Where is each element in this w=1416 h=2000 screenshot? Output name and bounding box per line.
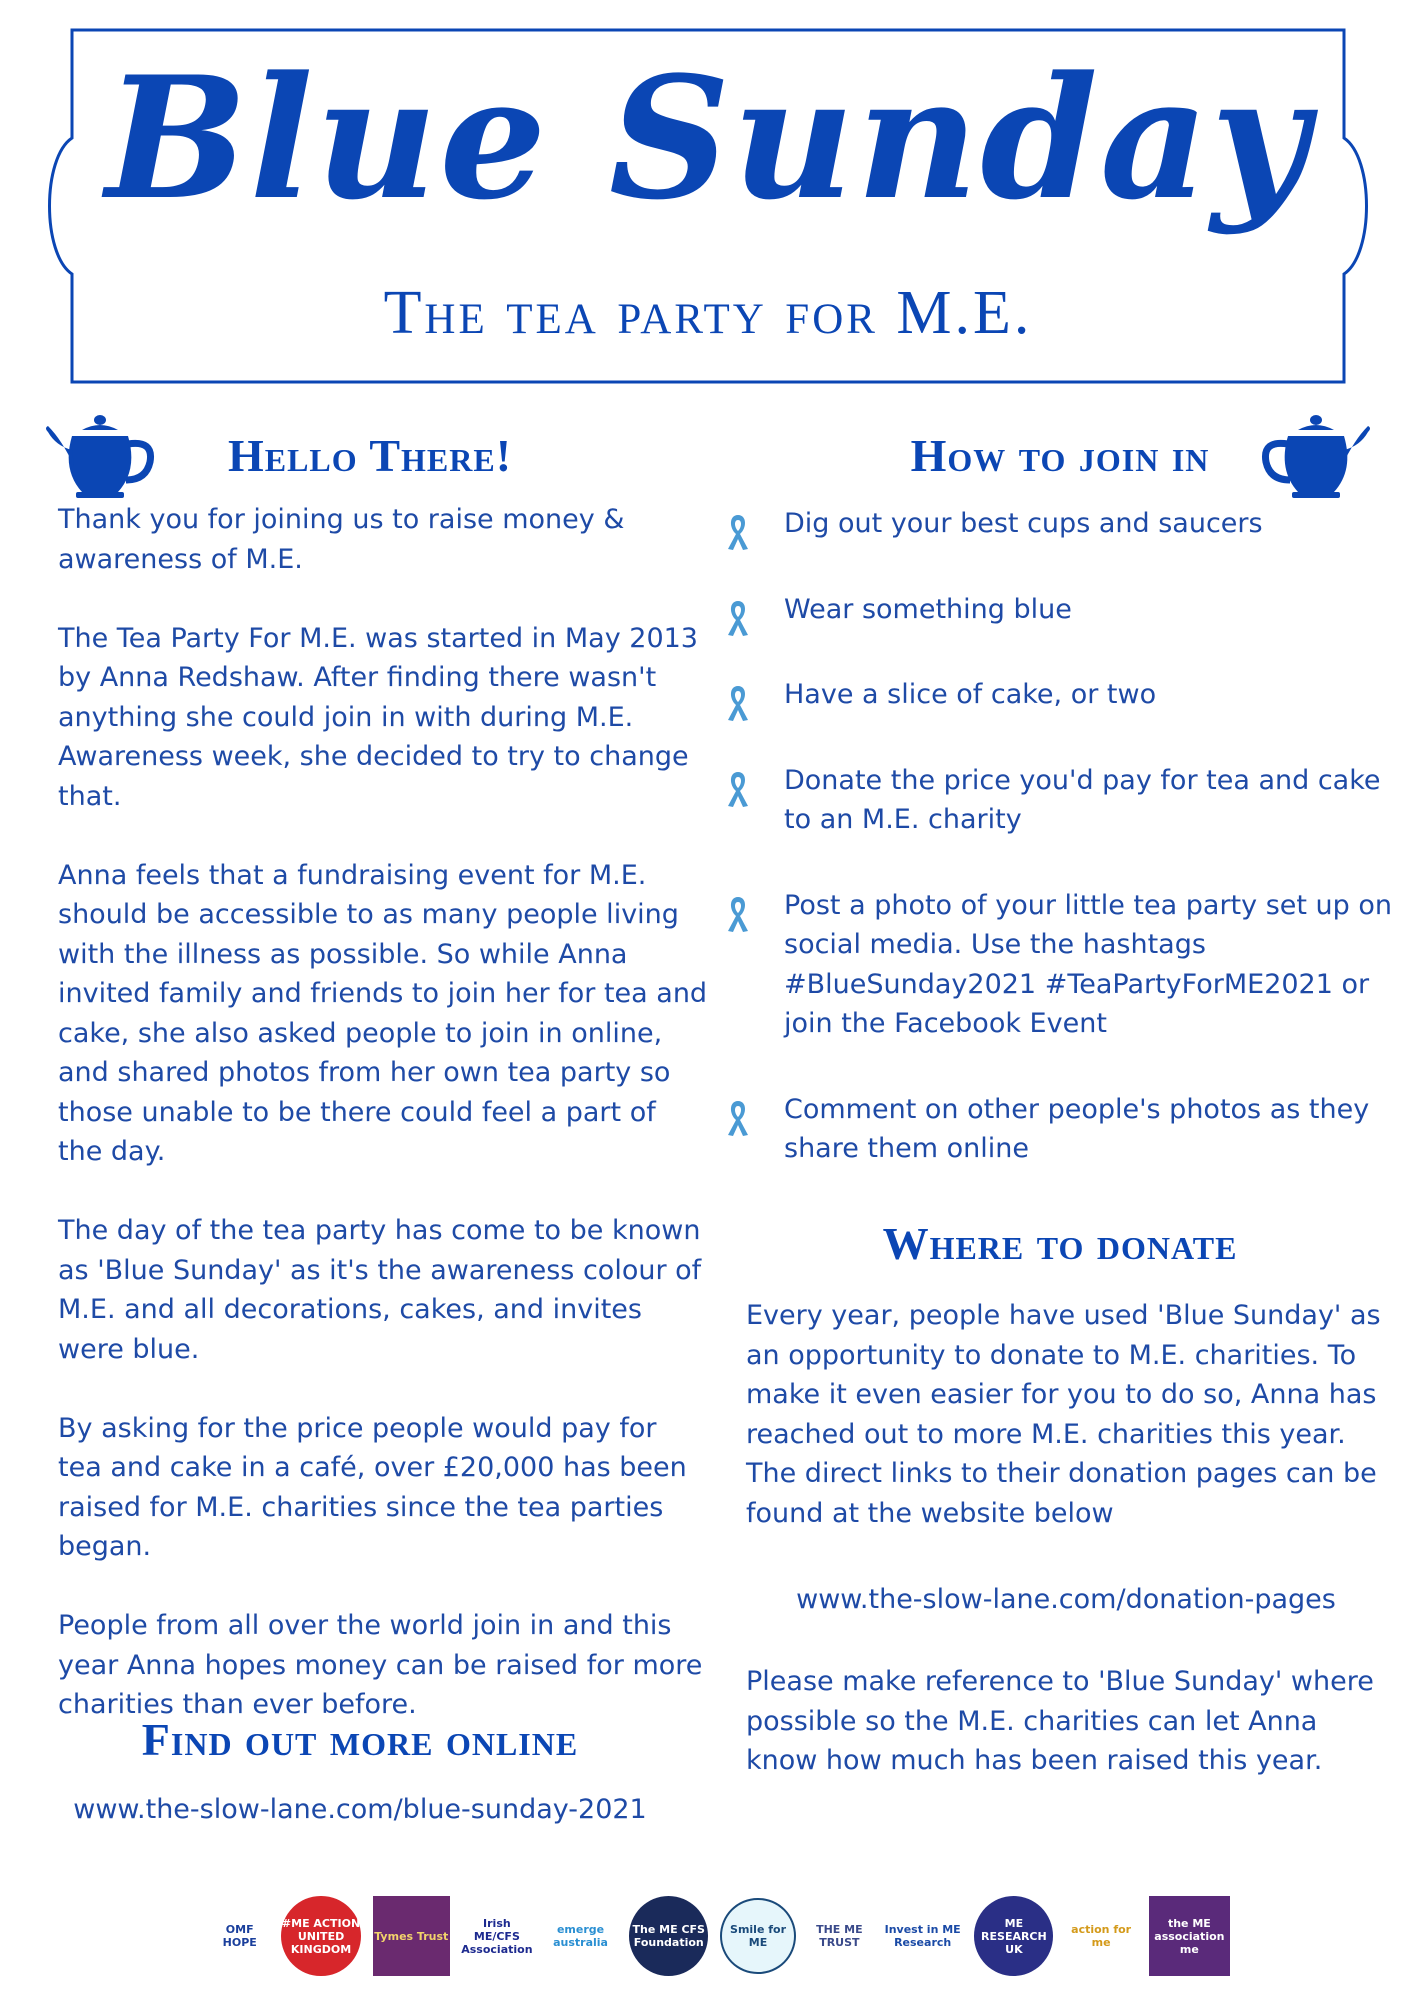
teapot-icon — [42, 410, 158, 500]
awareness-ribbon-icon — [724, 683, 752, 723]
awareness-ribbon-icon — [724, 598, 752, 638]
donate-text — [746, 1296, 1386, 1573]
find-out-more-heading: Find out more online — [141, 1714, 579, 1765]
hello-heading: Hello There! — [227, 430, 513, 481]
awareness-ribbon-icon — [724, 769, 752, 809]
paragraph: By asking for the price people would pay for tea and cake in a café, over £20,000 has been raised for M.E. charities since the tea parties began. — [58, 1412, 687, 1562]
logo-tymes-trust: Tymes Trust — [373, 1896, 450, 1976]
reference-text — [746, 1662, 1396, 1820]
where-to-donate-heading: Where to donate — [882, 1218, 1238, 1269]
logo-me-association: the ME association me — [1149, 1896, 1230, 1976]
step-text: Wear something blue — [784, 593, 1072, 625]
awareness-ribbon-icon — [724, 512, 752, 552]
join-steps-list — [724, 504, 1394, 1215]
logo-emerge: emerge australia — [553, 1923, 608, 1949]
step-text: Comment on other people's photos as they share them online — [784, 1093, 1370, 1164]
list-item — [724, 886, 1394, 1044]
logo-me-trust: THE ME TRUST — [816, 1923, 863, 1949]
logo-action-for-me: action for me — [1071, 1923, 1132, 1949]
page-title: Blue Sunday — [105, 39, 1311, 237]
paragraph: Thank you for joining us to raise money & awareness of M.E. — [58, 504, 625, 575]
step-text: Dig out your best cups and saucers — [784, 508, 1263, 539]
logo-omf: OMF HOPE — [222, 1923, 257, 1949]
paragraph: The Tea Party For M.E. was started in May 2013 by Anna Redshaw. After finding there wasn't anything she could join in with during M.E. Awareness week, she decided to try to change that. — [58, 622, 698, 812]
list-item — [724, 761, 1394, 840]
paragraph: Every year, people have used 'Blue Sunday' as an opportunity to donate to M.E. charities. To make it even easier for you to do so, Anna has reached out to more M.E. charities this year. The direct links to their donation pages can be found at the website below — [746, 1300, 1381, 1529]
donation-pages-link[interactable]: www.the-slow-lane.com/donation-pages — [796, 1584, 1336, 1615]
list-item — [724, 675, 1394, 715]
how-to-join-heading: How to join in — [910, 430, 1210, 481]
logo-me-cfs-foundation: The ME CFS Foundation — [629, 1896, 708, 1976]
list-item — [724, 504, 1394, 544]
logo-me-action: #ME ACTION UNITED KINGDOM — [281, 1896, 360, 1976]
page-subtitle: The tea party for M.E. — [383, 279, 1033, 347]
list-item — [724, 1090, 1394, 1169]
paragraph: People from all over the world join in and this year Anna hopes money can be raised for more charities than ever before. — [58, 1610, 703, 1720]
awareness-ribbon-icon — [724, 894, 752, 934]
intro-text — [58, 500, 708, 1764]
paragraph: Anna feels that a fundraising event for M.E. should be accessible to as many people living with the illness as possible. So while Anna invited family and friends to join her for tea and cake, she also asked people to join in online, and shared photos from her own tea party so those unable to be there could feel a part of the day. — [58, 859, 708, 1167]
awareness-ribbon-icon — [724, 1098, 752, 1138]
logo-invest-in-me: Invest in ME Research — [884, 1923, 961, 1949]
charity-logos — [210, 1895, 1230, 1977]
step-text: Donate the price you'd pay for tea and cake to an M.E. charity — [784, 764, 1381, 835]
paragraph: Please make reference to 'Blue Sunday' where possible so the M.E. charities can let Anna know how much has been raised this year. — [746, 1666, 1374, 1776]
list-item — [724, 590, 1394, 630]
logo-smile-for-me: Smile for ME — [720, 1898, 795, 1974]
blue-sunday-link[interactable]: www.the-slow-lane.com/blue-sunday-2021 — [73, 1794, 647, 1825]
step-text: Post a photo of your little tea party set up on social media. Use the hashtags #BlueSunday2021 #TeaPartyForME2021 or join the Facebook Event — [784, 889, 1393, 1039]
paragraph: The day of the tea party has come to be known as 'Blue Sunday' as it's the awareness colour of M.E. and all decorations, cakes, and invites were blue. — [58, 1215, 702, 1365]
logo-me-research-uk: ME RESEARCH UK — [974, 1896, 1053, 1976]
step-text: Have a slice of cake, or two — [784, 679, 1157, 710]
logo-irish-mecfs: Irish ME/CFS Association — [461, 1916, 533, 1956]
